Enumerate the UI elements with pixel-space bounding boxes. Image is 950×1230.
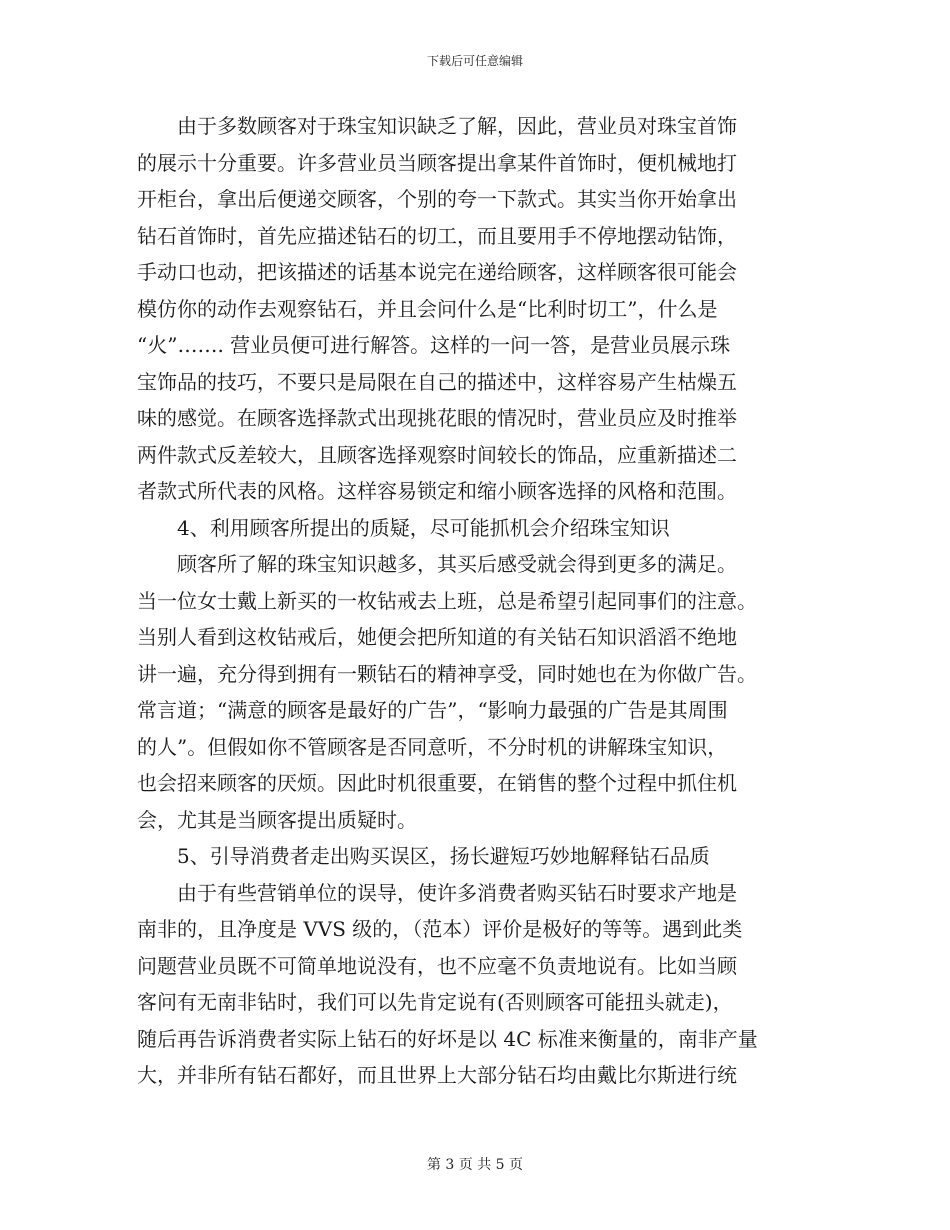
- text-line: 钻石首饰时，首先应描述钻石的切工，而且要用手不停地摆动钻饰，: [137, 223, 737, 248]
- text-line: 两件款式反差较大，且顾客选择观察时间较长的饰品，应重新描述二: [137, 442, 737, 467]
- text-line: 当一位女士戴上新买的一枚钻戒去上班，总是希望引起同事们的注意。: [137, 588, 757, 613]
- text-line: 的展示十分重要。许多营业员当顾客提出拿某件首饰时，便机械地打: [137, 150, 737, 175]
- text-line: 随后再告诉消费者实际上钻石的好坏是以 4C 标准来衡量的，南非产量: [137, 1026, 758, 1051]
- text-line: 者款式所代表的风格。这样容易锁定和缩小顾客选择的风格和范围。: [137, 479, 737, 503]
- text-line: 讲一遍，充分得到拥有一颗钻石的精神享受，同时她也在为你做广告。: [137, 661, 757, 686]
- text-line: 客问有无南非钻时，我们可以先肯定说有(否则顾客可能扭头就走)，: [137, 990, 733, 1014]
- text-line: 问题营业员既不可简单地说没有，也不应毫不负责地说有。比如当顾: [137, 953, 737, 978]
- page-footer: 第 3 页 共 5 页: [426, 1157, 524, 1173]
- text-line: 开柜台，拿出后便递交顾客，个别的夸一下款式。其实当你开始拿出: [137, 187, 737, 211]
- text-line: 味的感觉。在顾客选择款式出现挑花眼的情况时，营业员应及时推举: [137, 406, 737, 430]
- text-line: 由于有些营销单位的误导，使许多消费者购买钻石时要求产地是: [137, 880, 737, 905]
- text-line: 南非的，且净度是 VVS 级的，（范本）评价是极好的等等。遇到此类: [137, 917, 743, 941]
- section-heading: 4、利用顾客所提出的质疑，尽可能抓机会介绍珠宝知识: [137, 515, 670, 540]
- text-line: 宝饰品的技巧，不要只是局限在自己的描述中，这样容易产生枯燥五: [137, 369, 737, 394]
- text-line: 常言道；“满意的顾客是最好的广告”，“影响力最强的广告是其周围: [137, 698, 728, 722]
- text-line: 大，并非所有钻石都好，而且世界上大部分钻石均由戴比尔斯进行统: [137, 1063, 737, 1087]
- text-line: 手动口也动，把该描述的话基本说完在递给顾客，这样顾客很可能会: [137, 260, 737, 284]
- text-line: “火”……. 营业员便可进行解答。这样的一问一答，是营业员展示珠: [137, 333, 731, 357]
- text-line: 顾客所了解的珠宝知识越多，其买后感受就会得到更多的满足。: [137, 552, 737, 576]
- section-heading: 5、引导消费者走出购买误区，扬长避短巧妙地解释钻石品质: [137, 844, 710, 868]
- text-line: 会，尤其是当顾客提出质疑时。: [137, 807, 417, 832]
- text-line: 模仿你的动作去观察钻石，并且会问什么是“比利时切工”，什么是: [137, 296, 718, 321]
- page-header: 下载后可任意编辑: [426, 54, 523, 68]
- text-line: 的人”。但假如你不管顾客是否同意听，不分时机的讲解珠宝知识，: [137, 734, 728, 759]
- body-text: [137, 108, 807, 1094]
- text-line: 也会招来顾客的厌烦。因此时机很重要，在销售的整个过程中抓住机: [137, 771, 737, 795]
- text-line: 当别人看到这枚钻戒后，她便会把所知道的有关钻石知识滔滔不绝地: [137, 625, 737, 649]
- text-line: 由于多数顾客对于珠宝知识缺乏了解，因此，营业员对珠宝首饰: [137, 114, 737, 138]
